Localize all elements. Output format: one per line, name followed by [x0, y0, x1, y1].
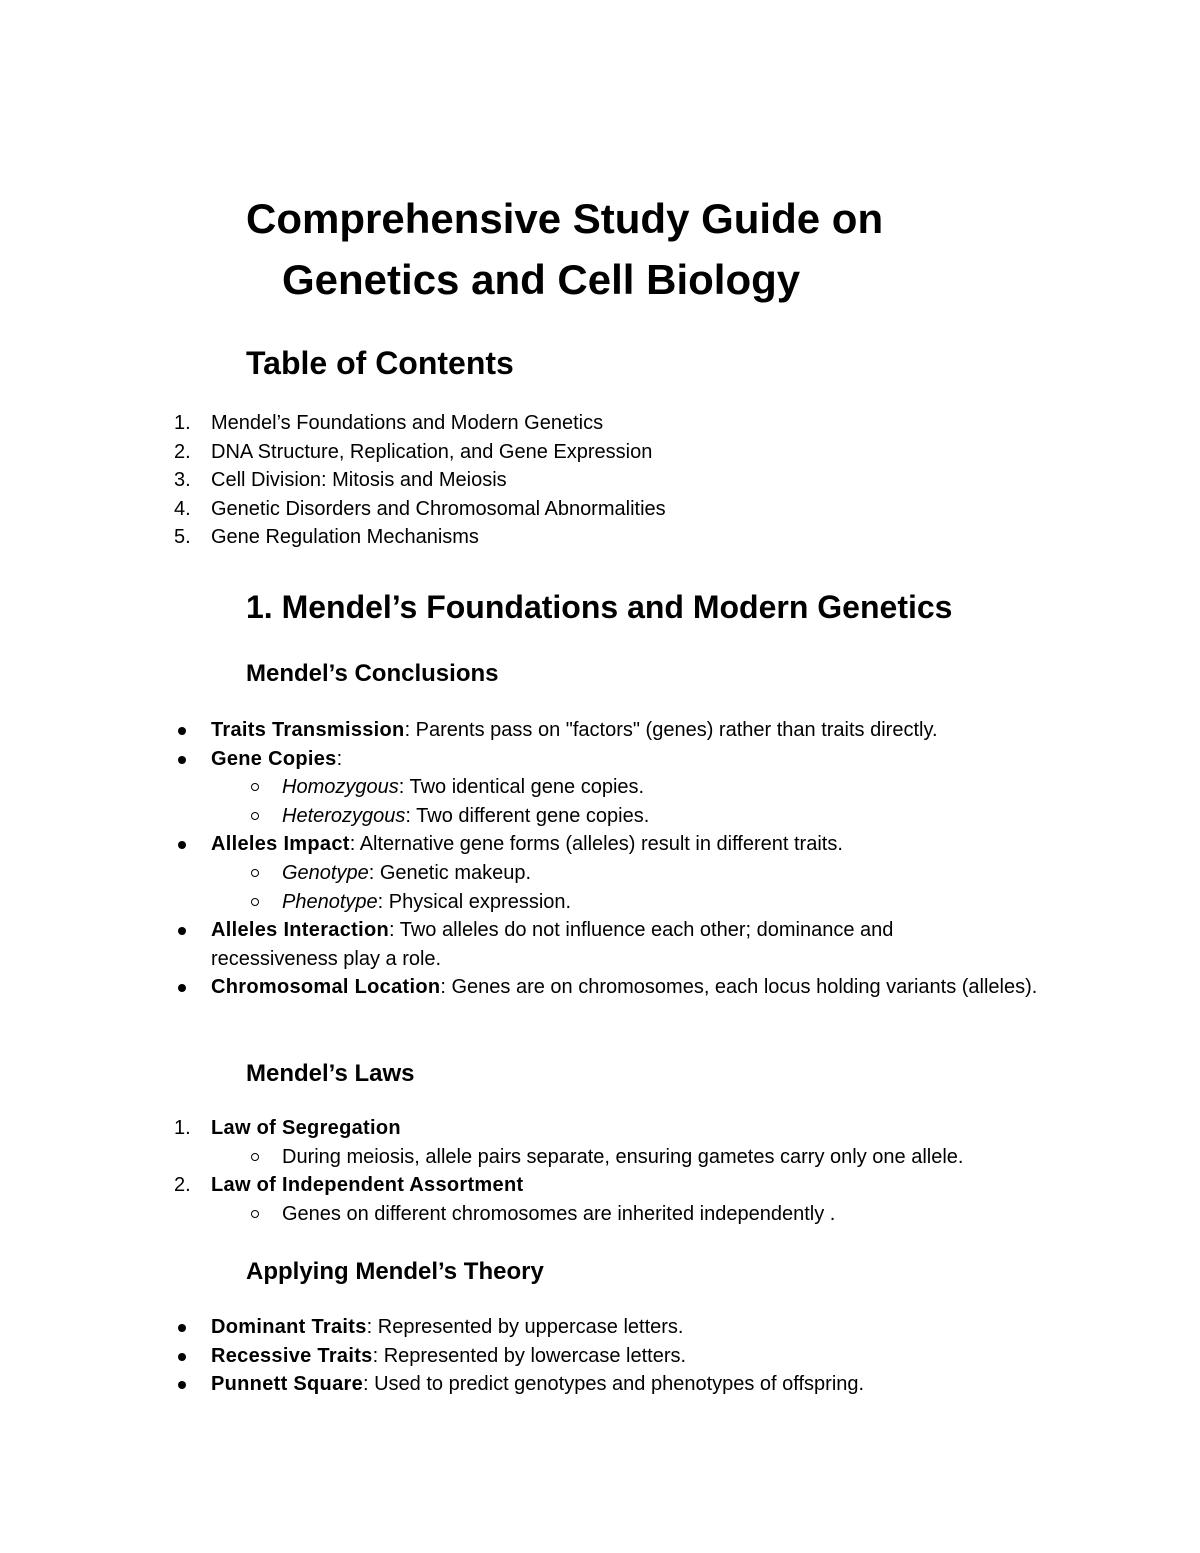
bullet-icon	[178, 756, 186, 764]
circle-bullet-icon	[251, 1210, 259, 1218]
toc-item	[0, 466, 1080, 495]
item-text: : Genes are on chromosomes, each locus holding variants (alleles).	[440, 976, 1038, 999]
list-item	[0, 745, 1080, 774]
sub-item-text: : Genetic makeup.	[368, 861, 532, 884]
sub-item-text: Genes on different chromosomes are inherited independently .	[282, 1202, 836, 1225]
bullet-icon	[178, 841, 186, 849]
sub-item-term: Homozygous	[282, 776, 399, 799]
applying-list	[0, 1313, 1080, 1399]
toc-heading: Table of Contents	[246, 345, 514, 381]
toc-item-number: 2.	[174, 440, 191, 463]
toc-item	[0, 495, 1080, 524]
sub-item-term: Heterozygous	[282, 804, 406, 827]
conclusions-heading: Mendel’s Conclusions	[246, 660, 499, 687]
item-term: Law of Segregation	[211, 1117, 401, 1139]
list-item	[0, 916, 1011, 973]
toc-item-number: 4.	[174, 497, 191, 520]
sub-item-text: : Two different gene copies.	[405, 804, 650, 827]
bullet-icon	[178, 727, 186, 735]
item-term: Chromosomal Location	[211, 976, 441, 999]
bullet-icon	[178, 1324, 186, 1332]
list-item	[0, 1114, 1080, 1143]
list-item	[0, 1171, 1080, 1200]
list-item	[0, 830, 1080, 859]
item-term: Law of Independent Assortment	[211, 1174, 524, 1197]
circle-bullet-icon	[251, 812, 259, 820]
circle-bullet-icon	[251, 783, 259, 791]
item-text: : Used to predict genotypes and phenotypes of offspring.	[363, 1373, 865, 1396]
toc-item	[0, 409, 1080, 438]
conclusions-list	[0, 716, 1080, 1002]
item-term: Alleles Interaction	[211, 919, 389, 942]
title-line-2: Genetics and Cell Biology	[282, 256, 801, 303]
list-item	[0, 1313, 1080, 1342]
circle-bullet-icon	[251, 1153, 259, 1161]
list-item	[0, 716, 1080, 745]
circle-bullet-icon	[251, 898, 259, 906]
toc-item	[0, 438, 1080, 467]
sub-item-text: : Two identical gene copies.	[398, 776, 645, 799]
document-title	[246, 188, 1006, 310]
sub-list-item	[0, 802, 1080, 831]
sub-list-item	[0, 773, 1080, 802]
applying-heading: Applying Mendel’s Theory	[246, 1258, 544, 1285]
bullet-icon	[178, 1353, 186, 1361]
sub-list-item	[0, 888, 1080, 917]
item-text: : Parents pass on "factors" (genes) rather than traits directly.	[404, 719, 938, 741]
item-term: Alleles Impact	[211, 833, 350, 856]
toc-item-text: Cell Division: Mitosis and Meiosis	[211, 469, 507, 492]
list-item	[0, 1342, 1080, 1371]
item-term: Recessive Traits	[211, 1344, 373, 1367]
toc-item-number: 1.	[174, 412, 191, 434]
toc-item-text: Mendel’s Foundations and Modern Genetics	[211, 412, 604, 434]
toc-item-number: 3.	[174, 469, 191, 492]
item-term: Dominant Traits	[211, 1316, 367, 1338]
item-term: Punnett Square	[211, 1373, 363, 1396]
sub-list-item	[0, 1143, 1080, 1172]
law-number: 1.	[174, 1117, 191, 1139]
toc-item-text: DNA Structure, Replication, and Gene Expression	[211, 440, 653, 463]
section-1-heading: 1. Mendel’s Foundations and Modern Genetics	[246, 589, 953, 625]
toc-item-number: 5.	[174, 526, 191, 549]
toc-item-text: Genetic Disorders and Chromosomal Abnormalities	[211, 497, 666, 520]
item-text: : Two alleles do not influence each other; dominance and recessiveness play a role.	[211, 919, 894, 970]
item-term: Traits Transmission	[211, 719, 405, 741]
item-text: : Represented by uppercase letters.	[366, 1316, 684, 1338]
sub-list-item	[0, 1200, 1080, 1229]
laws-list	[0, 1114, 1080, 1228]
toc-list	[0, 409, 1080, 552]
sub-item-text: During meiosis, allele pairs separate, ensuring gametes carry only one allele.	[282, 1145, 964, 1168]
sub-item-term: Phenotype	[282, 890, 378, 913]
sub-item-term: Genotype	[282, 861, 369, 884]
sub-item-text: : Physical expression.	[377, 890, 572, 913]
list-item	[0, 973, 1041, 1002]
sub-list-item	[0, 859, 1080, 888]
item-text: :	[336, 747, 343, 770]
item-term: Gene Copies	[211, 747, 337, 770]
laws-heading: Mendel’s Laws	[246, 1060, 415, 1087]
law-number: 2.	[174, 1174, 191, 1197]
toc-item	[0, 523, 1080, 552]
toc-item-text: Gene Regulation Mechanisms	[211, 526, 479, 549]
item-text: : Represented by lowercase letters.	[372, 1344, 687, 1367]
item-text: : Alternative gene forms (alleles) result in different traits.	[349, 833, 843, 856]
list-item	[0, 1370, 1080, 1399]
bullet-icon	[178, 927, 186, 935]
bullet-icon	[178, 984, 186, 992]
title-line-1: Comprehensive Study Guide on	[246, 195, 884, 242]
bullet-icon	[178, 1381, 186, 1389]
circle-bullet-icon	[251, 869, 259, 877]
